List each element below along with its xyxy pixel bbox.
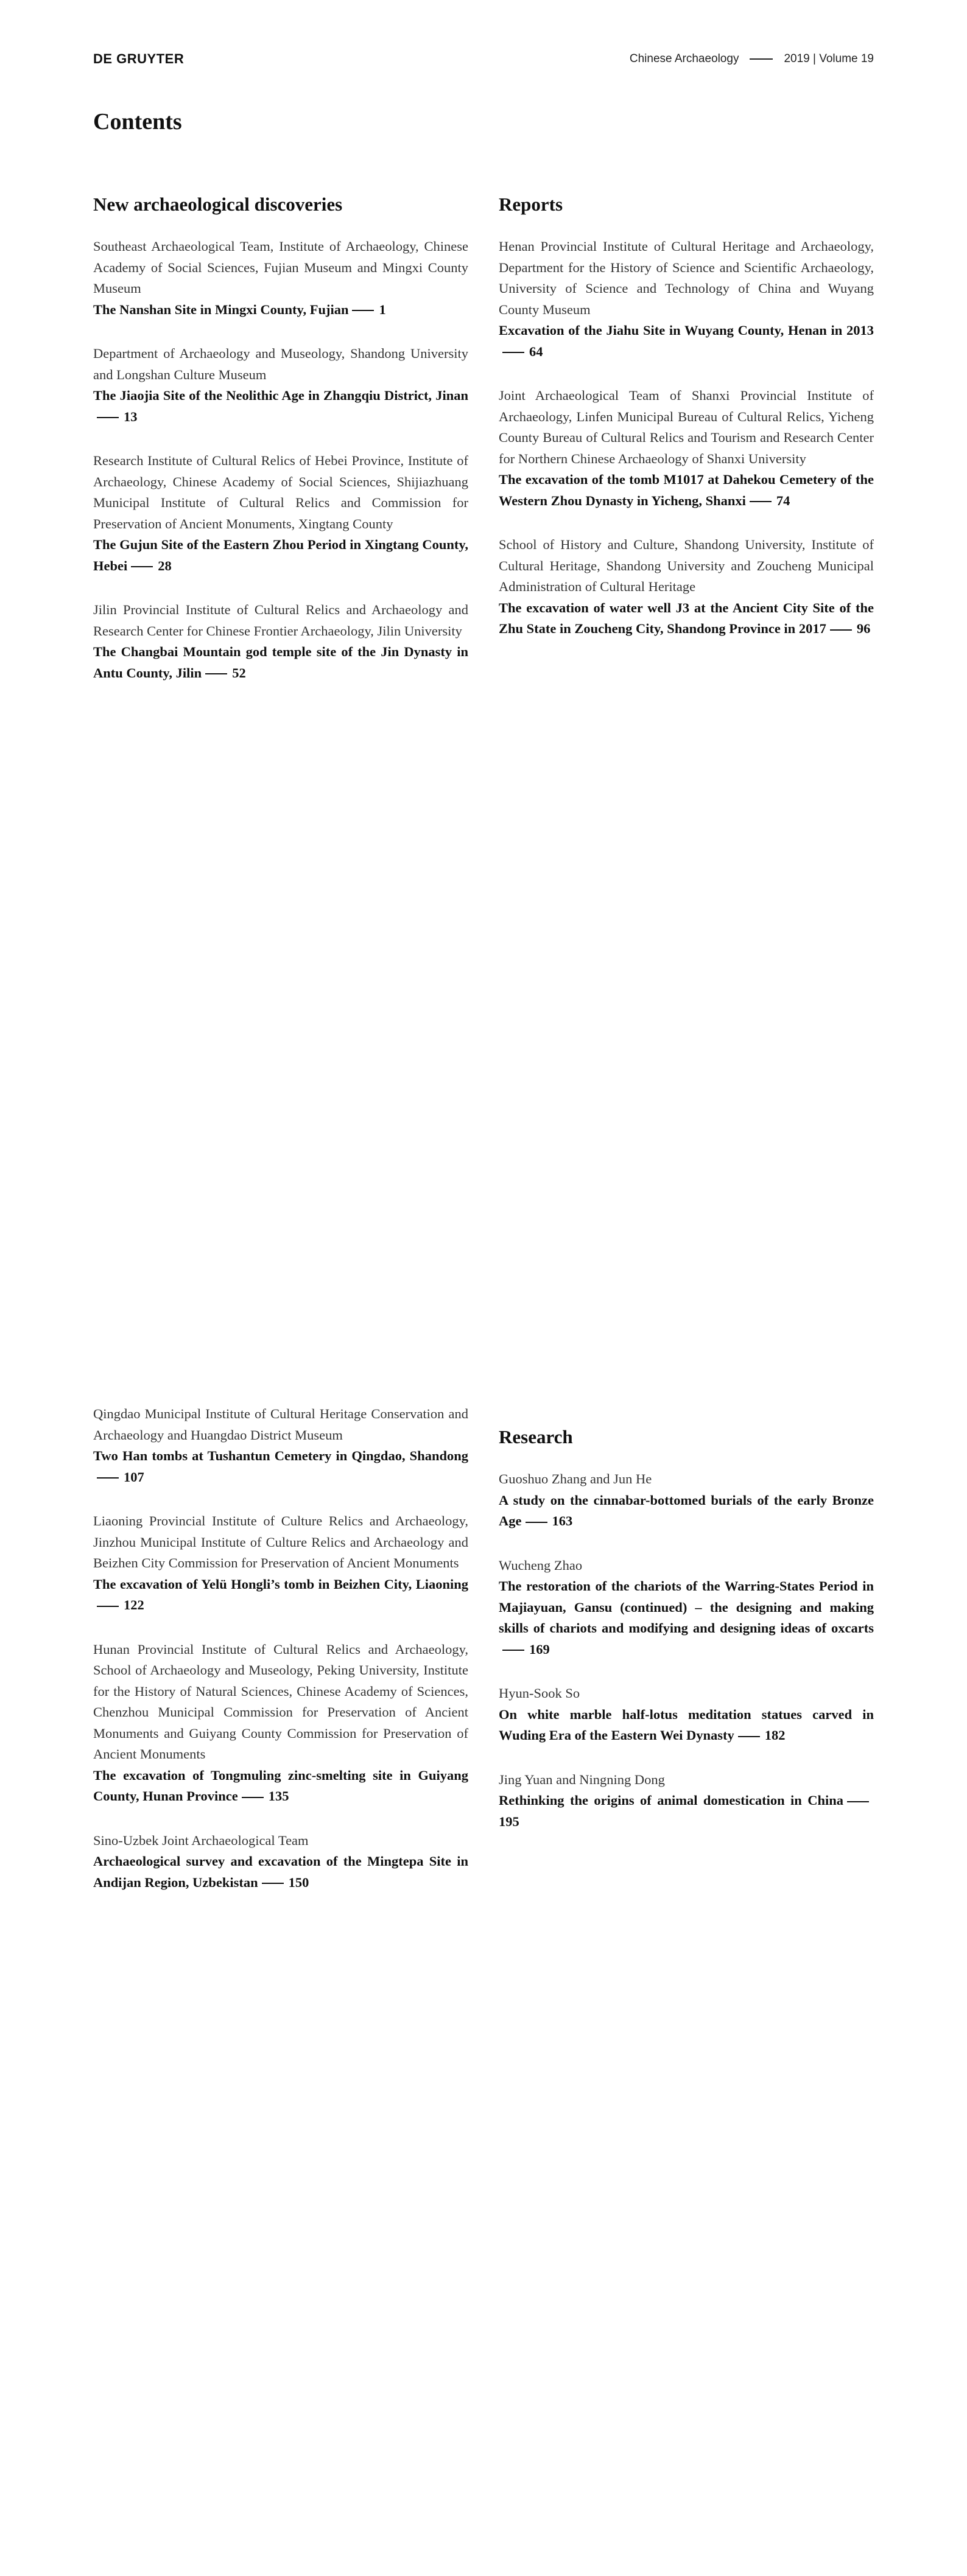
toc-entry (93, 1830, 468, 1894)
entry-article (93, 1765, 468, 1807)
entry-authors: Hyun-Sook So (499, 1685, 580, 1701)
toc-entry (499, 1469, 874, 1532)
page-dash (97, 1606, 119, 1607)
entry-title[interactable]: The excavation of Tongmuling zinc-smelting site in Guiyang County, Hunan Province (93, 1767, 468, 1804)
entry-title[interactable]: Archaeological survey and excavation of the Mingtepa Site in Andijan Region, Uzbekistan (93, 1853, 468, 1890)
section-heading-research: Research (499, 1426, 573, 1447)
entry-authors: Henan Provincial Institute of Cultural Heritage and Archaeology, Department for the History of Science and Scientific Archaeology, University of Science and Technology of China and Wuyang County Museum (499, 239, 874, 317)
toc-entry (499, 534, 874, 640)
entry-authors: Southeast Archaeological Team, Institute of Archaeology, Chinese Academy of Social Sciences, Fujian Museum and Mingxi County Museum (93, 239, 468, 296)
entry-title[interactable]: The Jiaojia Site of the Neolithic Age in Zhangqiu District, Jinan (93, 388, 468, 403)
page-dash (502, 352, 524, 353)
entry-authors: Wucheng Zhao (499, 1557, 583, 1573)
toc-entry (499, 1769, 874, 1833)
entry-page-number: 135 (268, 1788, 289, 1804)
entry-article (93, 1574, 468, 1616)
entry-title[interactable]: On white marble half-lotus meditation statues carved in Wuding Era of the Eastern Wei Dynasty (499, 1706, 874, 1743)
entry-page-number: 64 (529, 343, 543, 359)
entry-article (93, 534, 468, 576)
entry-title[interactable]: The Nanshan Site in Mingxi County, Fujian (93, 301, 349, 317)
entry-page-number: 122 (124, 1597, 144, 1612)
toc-entry (93, 1639, 468, 1807)
entry-article (499, 1790, 874, 1832)
page-dash (750, 501, 772, 502)
journal-info (630, 52, 874, 66)
entry-page-number: 163 (552, 1513, 573, 1528)
toc-entry (499, 236, 874, 362)
entry-title[interactable]: Rethinking the origins of animal domestication in China (499, 1793, 843, 1808)
section-research (499, 1426, 874, 1855)
toc-entry (93, 1404, 468, 1488)
entry-page-number: 169 (529, 1641, 550, 1657)
entry-authors: Research Institute of Cultural Relics of Hebei Province, Institute of Archaeology, Chinese Academy of Social Sciences, Shijiazhuang Municipal Institute of Cultural Relics and Commission for Preservation of Ancient Monuments, Xingtang County (93, 453, 468, 531)
page-dash (97, 417, 119, 418)
page-dash (502, 1650, 524, 1651)
entry-authors: Hunan Provincial Institute of Cultural Relics and Archaeology, School of Archaeology and Museology, Peking University, Institute for the History of Natural Sciences, Chinese Academy of Sciences, Chenzhou Municipal Commission for Preservation of Ancient Monuments and Guiyang County Commission for Preservation of Ancient Monuments (93, 1641, 468, 1762)
entry-authors: Department of Archaeology and Museology, Shandong University and Longshan Culture Museum (93, 346, 468, 382)
entry-article (499, 1490, 874, 1532)
entry-title[interactable]: A study on the cinnabar-bottomed burials of the early Bronze Age (499, 1492, 874, 1528)
entry-title[interactable]: The restoration of the chariots of the Warring-States Period in Majiayuan, Gansu (continued) – the designing and making skills of chariots and modifying and designing ideas of oxcarts (499, 1578, 874, 1636)
toc-entry (93, 1511, 468, 1616)
toc-entry (499, 1683, 874, 1746)
page-dash (352, 310, 374, 311)
entry-authors: Jing Yuan and Ningning Dong (499, 1771, 665, 1787)
entry-article (93, 1851, 468, 1893)
section-reports-continued (93, 1404, 468, 1916)
toc-list (93, 1404, 468, 1893)
entry-title[interactable]: The Changbai Mountain god temple site of the Jin Dynasty in Antu County, Jilin (93, 644, 468, 681)
toc-entry (499, 385, 874, 511)
entry-title[interactable]: The excavation of Yelü Hongli’s tomb in Beizhen City, Liaoning (93, 1576, 468, 1592)
journal-issue: 2019 | Volume 19 (784, 52, 874, 65)
toc-entry (499, 1555, 874, 1661)
page-dash (242, 1797, 264, 1798)
page-dash (131, 566, 153, 567)
entry-article (499, 1576, 874, 1660)
entry-authors: Jilin Provincial Institute of Cultural Relics and Archaeology and Research Center for Chinese Frontier Archaeology, Jilin University (93, 602, 468, 639)
toc-list (93, 236, 468, 684)
entry-authors: Guoshuo Zhang and Jun He (499, 1471, 652, 1486)
entry-title[interactable]: Excavation of the Jiahu Site in Wuyang County, Henan in 2013 (499, 323, 874, 338)
toc-list (499, 236, 874, 640)
entry-page-number: 195 (499, 1813, 519, 1829)
page-dash (738, 1736, 760, 1737)
publisher-logo: DE GRUYTER (93, 51, 185, 66)
entry-authors: Qingdao Municipal Institute of Cultural Heritage Conservation and Archaeology and Huangdao District Museum (93, 1406, 468, 1443)
toc-entry (93, 343, 468, 427)
toc-entry (93, 236, 468, 320)
toc-entry (93, 600, 468, 684)
entry-page-number: 74 (776, 492, 790, 508)
entry-title[interactable]: The excavation of water well J3 at the Ancient City Site of the Zhu State in Zoucheng City, Shandong Province in 2017 (499, 600, 874, 636)
header-dash (750, 58, 773, 60)
page-dash (262, 1883, 284, 1884)
entry-authors: Liaoning Provincial Institute of Culture Relics and Archaeology, Jinzhou Municipal Institute of Culture Relics and Archaeology and Beizhen City Commission for Preservation of Ancient Monuments (93, 1513, 468, 1570)
entry-page-number: 96 (856, 621, 871, 636)
entry-page-number: 182 (764, 1727, 786, 1743)
entry-page-number: 13 (124, 408, 138, 424)
toc-entry (93, 450, 468, 576)
entry-title[interactable]: Two Han tombs at Tushantun Cemetery in Qingdao, Shandong (93, 1448, 468, 1463)
entry-page-number: 1 (379, 301, 386, 317)
page-dash (526, 1522, 547, 1523)
entry-article (93, 299, 468, 321)
entry-page-number: 28 (158, 558, 172, 573)
entry-page-number: 52 (232, 665, 246, 681)
entry-article (499, 1704, 874, 1746)
entry-title[interactable]: The excavation of the tomb M1017 at Dahekou Cemetery of the Western Zhou Dynasty in Yicheng, Shanxi (499, 472, 874, 508)
entry-authors: Sino-Uzbek Joint Archaeological Team (93, 1832, 309, 1848)
section-new-discoveries (93, 194, 468, 707)
journal-name: Chinese Archaeology (629, 52, 739, 65)
page-dash (847, 1801, 869, 1802)
entry-page-number: 150 (288, 1874, 309, 1890)
section-heading-reports: Reports (499, 194, 563, 215)
entry-article (93, 642, 468, 684)
page-title: Contents (93, 109, 182, 135)
toc-list (499, 1469, 874, 1832)
section-reports (499, 194, 874, 663)
entry-article (499, 320, 874, 362)
entry-authors: Joint Archaeological Team of Shanxi Provincial Institute of Archaeology, Linfen Municipal Bureau of Cultural Relics, Yicheng County Bureau of Cultural Relics and Tourism and Research Center for Northern Chinese Archaeology of Shanxi University (499, 388, 874, 466)
page-dash (205, 673, 227, 674)
page-dash (97, 1477, 119, 1479)
entry-article (499, 469, 874, 511)
entry-article (499, 598, 874, 640)
page-dash (830, 629, 852, 631)
entry-page-number: 107 (124, 1469, 144, 1485)
section-heading-new-discoveries: New archaeological discoveries (93, 194, 343, 215)
page-header (93, 51, 874, 71)
entry-authors: School of History and Culture, Shandong University, Institute of Cultural Heritage, Shandong University and Zoucheng Municipal Administration of Cultural Heritage (499, 537, 874, 594)
entry-title[interactable]: The Gujun Site of the Eastern Zhou Period in Xingtang County, Hebei (93, 537, 468, 573)
entry-article (93, 385, 468, 427)
entry-article (93, 1446, 468, 1488)
